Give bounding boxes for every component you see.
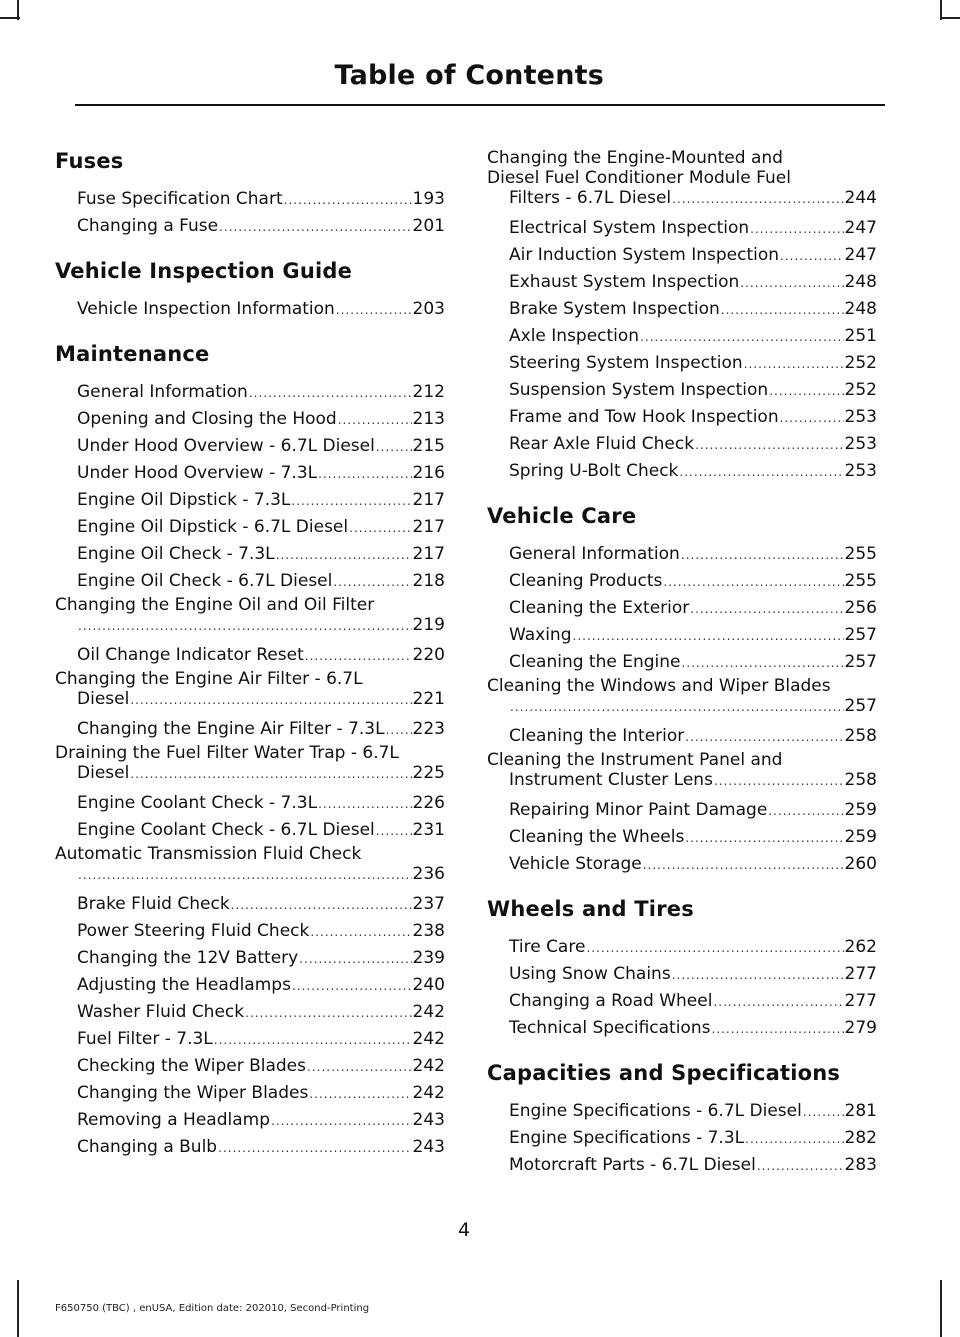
- toc-entry[interactable]: [55, 1026, 445, 1053]
- toc-entry[interactable]: [487, 431, 877, 458]
- entry-page-number: 240: [412, 975, 445, 995]
- toc-entry[interactable]: [55, 891, 445, 918]
- entry-title: Fuse Specification Chart: [77, 189, 283, 209]
- entry-page-number: 242: [412, 1002, 445, 1022]
- entry-title: Engine Coolant Check - 6.7L Diesel: [77, 820, 375, 840]
- toc-entry[interactable]: [487, 541, 877, 568]
- entry-page-number: 217: [412, 517, 445, 537]
- entry-title: Changing the Engine Air Filter - 7.3L: [77, 719, 385, 739]
- entry-title: Automatic Transmission Fluid Check: [55, 844, 362, 864]
- toc-entry[interactable]: [487, 377, 877, 404]
- entry-page-number: 201: [412, 216, 445, 236]
- dot-leader: [291, 488, 411, 514]
- dot-leader: [685, 825, 843, 851]
- dot-leader: [309, 1081, 411, 1107]
- toc-entry[interactable]: [487, 649, 877, 676]
- dot-leader: [713, 989, 843, 1015]
- dot-leader: [740, 270, 843, 296]
- entry-title: Changing the Wiper Blades: [77, 1083, 309, 1103]
- entry-page-number: 231: [412, 820, 445, 840]
- entry-title: Cleaning the Exterior: [509, 598, 690, 618]
- toc-entry[interactable]: [487, 851, 877, 878]
- entry-page-number: 257: [844, 696, 877, 716]
- entry-page-number: 257: [844, 625, 877, 645]
- dot-leader: [310, 919, 411, 945]
- entry-page-number: 259: [844, 827, 877, 847]
- dot-leader: [803, 1099, 844, 1125]
- dot-leader: [231, 892, 412, 918]
- dot-leader: [376, 434, 412, 460]
- entry-title: Fuel Filter - 7.3L: [77, 1029, 213, 1049]
- section-heading: Vehicle Inspection Guide: [55, 259, 353, 283]
- entry-title: Changing the 12V Battery: [77, 948, 299, 968]
- entry-title: Engine Specifications - 6.7L Diesel: [509, 1101, 802, 1121]
- toc-entry[interactable]: [55, 790, 445, 817]
- dot-leader: [672, 962, 844, 988]
- toc-entry[interactable]: [55, 716, 445, 743]
- entry-page-number: 277: [844, 964, 877, 984]
- dot-leader: [299, 946, 411, 972]
- toc-entry[interactable]: [487, 1098, 877, 1125]
- toc-entry[interactable]: [55, 541, 445, 568]
- entry-title: Removing a Headlamp: [77, 1110, 270, 1130]
- entry-page-number: 253: [844, 407, 877, 427]
- entry-title: Air Induction System Inspection: [509, 245, 780, 265]
- toc-entry[interactable]: [487, 296, 877, 323]
- toc-entry[interactable]: [487, 595, 877, 622]
- entry-page-number: 281: [844, 1101, 877, 1121]
- entry-title: Changing the Engine Air Filter - 6.7L: [55, 669, 363, 689]
- dot-leader: [690, 596, 843, 622]
- entry-title: Changing a Fuse: [77, 216, 219, 236]
- edition-info: F650750 (TBC) , enUSA, Edition date: 202010, Second-Printing: [55, 1303, 370, 1314]
- section-heading: Vehicle Care: [487, 504, 637, 528]
- entry-title: Suspension System Inspection: [509, 380, 769, 400]
- toc-entry[interactable]: [55, 1107, 445, 1134]
- crop-mark-bottom-right: [940, 1280, 942, 1337]
- entry-title: Technical Specifications: [509, 1018, 711, 1038]
- entry-title: Steering System Inspection: [509, 353, 743, 373]
- entry-page-number: 238: [412, 921, 445, 941]
- entry-title: Motorcraft Parts - 6.7L Diesel: [509, 1155, 756, 1175]
- toc-entry[interactable]: [55, 186, 445, 213]
- toc-entry[interactable]: [487, 1125, 877, 1152]
- entry-page-number: 255: [844, 571, 877, 591]
- dot-leader: [130, 690, 411, 710]
- entry-page-number: 223: [412, 719, 445, 739]
- page-number: 4: [458, 1219, 471, 1241]
- entry-page-number: 252: [844, 380, 877, 400]
- entry-title: Under Hood Overview - 7.3L: [77, 463, 318, 483]
- entry-page-number: 259: [844, 800, 877, 820]
- entry-page-number: 260: [844, 854, 877, 874]
- entry-title: Vehicle Inspection Information: [77, 299, 335, 319]
- entry-title: Draining the Fuel Filter Water Trap - 6.7L: [55, 743, 399, 763]
- entry-page-number: 277: [844, 991, 877, 1011]
- toc-entry[interactable]: [487, 215, 877, 242]
- dot-leader: [780, 243, 844, 269]
- entry-page-number: 218: [412, 571, 445, 591]
- toc-entry[interactable]: [487, 242, 877, 269]
- dot-leader: [349, 515, 411, 541]
- entry-title: Diesel: [77, 763, 130, 783]
- toc-entry[interactable]: [487, 404, 877, 431]
- dot-leader: [679, 459, 843, 485]
- entry-page-number: 212: [412, 382, 445, 402]
- entry-page-number: 253: [844, 461, 877, 481]
- entry-page-number: 242: [412, 1056, 445, 1076]
- entry-title: Brake System Inspection: [509, 299, 720, 319]
- entry-page-number: 243: [412, 1110, 445, 1130]
- dot-leader: [695, 432, 843, 458]
- entry-title: Oil Change Indicator Reset: [77, 645, 304, 665]
- entry-title: Checking the Wiper Blades: [77, 1056, 307, 1076]
- entry-page-number: 226: [412, 793, 445, 813]
- toc-entry[interactable]: [55, 487, 445, 514]
- entry-page-number: 237: [412, 894, 445, 914]
- entry-page-number: 217: [412, 490, 445, 510]
- entry-title: Changing a Road Wheel: [509, 991, 713, 1011]
- entry-title: Filters - 6.7L Diesel: [509, 188, 672, 208]
- dot-leader: [744, 351, 844, 377]
- entry-page-number: 258: [844, 726, 877, 746]
- entry-page-number: 257: [844, 652, 877, 672]
- entry-page-number: 193: [412, 189, 445, 209]
- entry-title: Changing the Engine Oil and Oil Filter: [55, 595, 375, 615]
- entry-title: Engine Oil Check - 6.7L Diesel: [77, 571, 333, 591]
- entry-page-number: 236: [412, 864, 445, 884]
- dot-leader: [219, 214, 411, 240]
- toc-section: [55, 256, 445, 323]
- entry-page-number: 279: [844, 1018, 877, 1038]
- dot-leader: [245, 1000, 411, 1026]
- dot-leader: [218, 1135, 411, 1161]
- entry-page-number: 242: [412, 1083, 445, 1103]
- entry-page-number: 221: [412, 689, 445, 709]
- entry-title: Engine Oil Check - 7.3L: [77, 544, 275, 564]
- toc-entry[interactable]: [55, 817, 445, 844]
- dot-leader: [386, 717, 412, 743]
- crop-mark-top-right: [940, 17, 960, 19]
- section-heading: Wheels and Tires: [487, 897, 694, 921]
- toc-entry[interactable]: [55, 296, 445, 323]
- toc-section: [487, 894, 877, 1042]
- entry-title: Engine Oil Dipstick - 6.7L Diesel: [77, 517, 349, 537]
- toc-entry[interactable]: [487, 350, 877, 377]
- entry-title: Using Snow Chains: [509, 964, 671, 984]
- entry-page-number: 283: [844, 1155, 877, 1175]
- toc-entry[interactable]: [487, 988, 877, 1015]
- toc-entry[interactable]: [55, 918, 445, 945]
- dot-leader: [757, 1153, 844, 1179]
- toc-entry[interactable]: [55, 433, 445, 460]
- dot-leader: [586, 935, 843, 961]
- entry-title: Vehicle Storage: [509, 854, 642, 874]
- entry-page-number: 247: [844, 218, 877, 238]
- entry-title: Spring U-Bolt Check: [509, 461, 679, 481]
- entry-page-number: 215: [412, 436, 445, 456]
- dot-leader: [681, 542, 844, 568]
- dot-leader: [333, 569, 411, 595]
- entry-page-number: 219: [412, 615, 445, 635]
- toc-section: [55, 339, 445, 1161]
- entry-page-number: 217: [412, 544, 445, 564]
- entry-title: Tire Care: [509, 937, 586, 957]
- dot-leader: [750, 216, 843, 242]
- dot-leader: [305, 643, 412, 669]
- toc-entry[interactable]: [487, 568, 877, 595]
- toc-entry[interactable]: [487, 723, 877, 750]
- dot-leader: [682, 650, 844, 676]
- dot-leader: [336, 297, 412, 323]
- toc-entry[interactable]: [55, 460, 445, 487]
- toc-entry[interactable]: [487, 934, 877, 961]
- entry-title: General Information: [509, 544, 680, 564]
- dot-leader: [769, 378, 843, 404]
- page-title: Table of Contents: [334, 60, 604, 91]
- dot-leader: [338, 407, 412, 433]
- entry-page-number: 239: [412, 948, 445, 968]
- entry-title: Waxing: [509, 625, 572, 645]
- header-divider: [75, 104, 885, 106]
- toc-entry[interactable]: [487, 961, 877, 988]
- toc-entry[interactable]: [487, 323, 877, 350]
- entry-title: Frame and Tow Hook Inspection: [509, 407, 779, 427]
- section-heading: Fuses: [55, 149, 124, 173]
- crop-mark-bottom-left: [17, 1280, 19, 1337]
- entry-title: Cleaning the Wheels: [509, 827, 685, 847]
- entry-page-number: 251: [844, 326, 877, 346]
- dot-leader: [663, 569, 843, 595]
- entry-title: Cleaning the Interior: [509, 726, 685, 746]
- dot-leader: [78, 616, 412, 636]
- toc-section: [55, 146, 445, 240]
- entry-title: Under Hood Overview - 6.7L Diesel: [77, 436, 375, 456]
- entry-title: Washer Fluid Check: [77, 1002, 245, 1022]
- entry-title: Engine Oil Dipstick - 7.3L: [77, 490, 291, 510]
- dot-leader: [292, 973, 412, 999]
- entry-page-number: 252: [844, 353, 877, 373]
- toc-entry[interactable]: [487, 797, 877, 824]
- entry-title: Changing a Bulb: [77, 1137, 218, 1157]
- entry-page-number: 242: [412, 1029, 445, 1049]
- toc-entry[interactable]: [487, 676, 877, 723]
- entry-page-number: 244: [844, 188, 877, 208]
- entry-title: Rear Axle Fluid Check: [509, 434, 695, 454]
- entry-title: Changing the Engine-Mounted and: [487, 148, 783, 168]
- dot-leader: [780, 405, 844, 431]
- entry-page-number: 256: [844, 598, 877, 618]
- toc-section: [487, 1058, 877, 1179]
- dot-leader: [721, 297, 844, 323]
- entry-title: Adjusting the Headlamps: [77, 975, 291, 995]
- entry-title: Cleaning the Engine: [509, 652, 681, 672]
- entry-title: Opening and Closing the Hood: [77, 409, 337, 429]
- dot-leader: [214, 1027, 412, 1053]
- entry-page-number: 282: [844, 1128, 877, 1148]
- toc-entry[interactable]: [487, 622, 877, 649]
- dot-leader: [130, 764, 411, 784]
- dot-leader: [376, 818, 412, 844]
- entry-title: Brake Fluid Check: [77, 894, 230, 914]
- toc-entry[interactable]: [55, 669, 445, 716]
- toc-entry[interactable]: [55, 213, 445, 240]
- dot-leader: [78, 865, 412, 885]
- dot-leader: [276, 542, 412, 568]
- entry-title: Axle Inspection: [509, 326, 640, 346]
- entry-title: Instrument Cluster Lens: [509, 770, 713, 790]
- toc-entry[interactable]: [55, 642, 445, 669]
- dot-leader: [685, 724, 843, 750]
- entry-page-number: 216: [412, 463, 445, 483]
- toc-entry[interactable]: [487, 148, 877, 215]
- entry-title: Cleaning the Windows and Wiper Blades: [487, 676, 831, 696]
- dot-leader: [711, 1016, 843, 1042]
- dot-leader: [640, 324, 843, 350]
- dot-leader: [768, 798, 843, 824]
- toc-entry[interactable]: [55, 972, 445, 999]
- dot-leader: [284, 187, 412, 213]
- toc-section: [487, 148, 877, 485]
- toc-left-column: [55, 146, 445, 1177]
- dot-leader: [318, 461, 411, 487]
- toc-entry[interactable]: [55, 999, 445, 1026]
- toc-entry[interactable]: [55, 514, 445, 541]
- dot-leader: [714, 771, 844, 791]
- toc-entry[interactable]: [55, 844, 445, 891]
- toc-entry[interactable]: [487, 750, 877, 797]
- entry-title: Engine Coolant Check - 7.3L: [77, 793, 318, 813]
- entry-title: Exhaust System Inspection: [509, 272, 740, 292]
- entry-page-number: 262: [844, 937, 877, 957]
- entry-page-number: 225: [412, 763, 445, 783]
- entry-title: Power Steering Fluid Check: [77, 921, 310, 941]
- entry-page-number: 247: [844, 245, 877, 265]
- dot-leader: [745, 1126, 843, 1152]
- dot-leader: [510, 697, 844, 717]
- entry-title: Cleaning Products: [509, 571, 663, 591]
- entry-title: Diesel Fuel Conditioner Module Fuel: [487, 168, 791, 188]
- toc-entry[interactable]: [55, 406, 445, 433]
- entry-page-number: 248: [844, 272, 877, 292]
- toc-entry[interactable]: [55, 743, 445, 790]
- toc-entry[interactable]: [55, 1053, 445, 1080]
- dot-leader: [573, 623, 844, 649]
- toc-entry[interactable]: [55, 595, 445, 642]
- toc-right-column: [487, 148, 877, 1195]
- entry-title: Diesel: [77, 689, 130, 709]
- toc-entry[interactable]: [487, 1152, 877, 1179]
- entry-page-number: 220: [412, 645, 445, 665]
- toc-entry[interactable]: [487, 269, 877, 296]
- entry-page-number: 248: [844, 299, 877, 319]
- entry-page-number: 243: [412, 1137, 445, 1157]
- toc-entry[interactable]: [487, 1015, 877, 1042]
- entry-title: General Information: [77, 382, 248, 402]
- dot-leader: [672, 189, 843, 209]
- dot-leader: [249, 380, 412, 406]
- entry-page-number: 258: [844, 770, 877, 790]
- dot-leader: [318, 791, 411, 817]
- entry-page-number: 203: [412, 299, 445, 319]
- dot-leader: [643, 852, 844, 878]
- entry-title: Cleaning the Instrument Panel and: [487, 750, 783, 770]
- toc-section: [487, 501, 877, 878]
- toc-entry[interactable]: [55, 1080, 445, 1107]
- entry-title: Electrical System Inspection: [509, 218, 750, 238]
- toc-entry[interactable]: [55, 945, 445, 972]
- toc-entry[interactable]: [487, 824, 877, 851]
- entry-page-number: 253: [844, 434, 877, 454]
- toc-entry[interactable]: [487, 458, 877, 485]
- entry-page-number: 213: [412, 409, 445, 429]
- section-heading: Maintenance: [55, 342, 210, 366]
- entry-title: Repairing Minor Paint Damage: [509, 800, 768, 820]
- dot-leader: [307, 1054, 412, 1080]
- toc-entry[interactable]: [55, 568, 445, 595]
- entry-title: Engine Specifications - 7.3L: [509, 1128, 745, 1148]
- dot-leader: [271, 1108, 412, 1134]
- toc-entry[interactable]: [55, 1134, 445, 1161]
- section-heading: Capacities and Specifications: [487, 1061, 841, 1085]
- entry-page-number: 255: [844, 544, 877, 564]
- crop-mark-top-left: [0, 17, 20, 19]
- toc-entry[interactable]: [55, 379, 445, 406]
